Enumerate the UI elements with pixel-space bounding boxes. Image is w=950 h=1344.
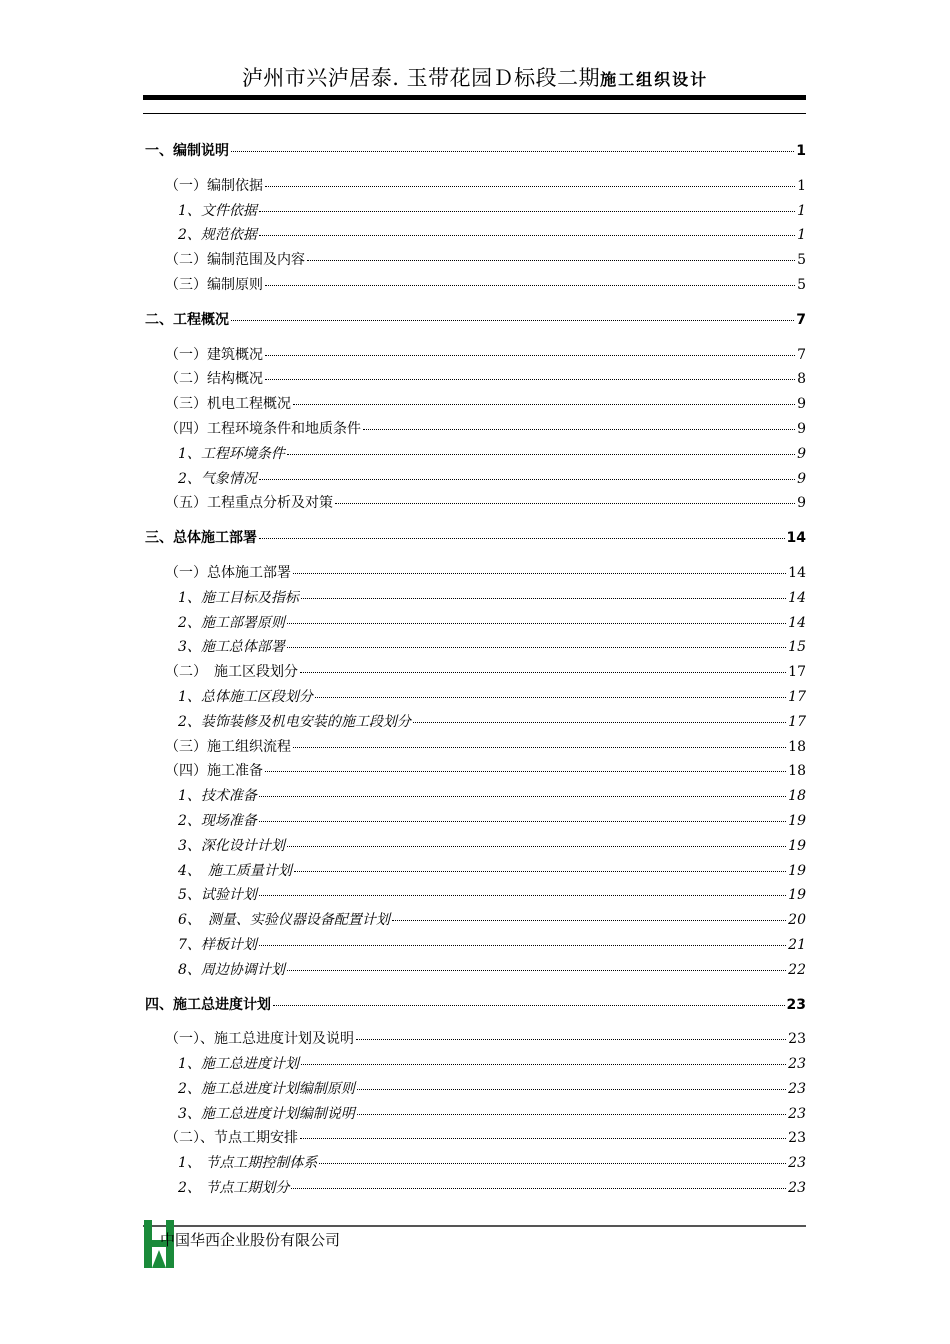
toc-entry[interactable] bbox=[143, 175, 806, 200]
toc-entry[interactable] bbox=[143, 785, 806, 810]
header-rule-thick bbox=[143, 95, 806, 100]
toc-entry[interactable] bbox=[143, 934, 806, 959]
toc-entry[interactable] bbox=[143, 309, 806, 334]
toc-entry[interactable] bbox=[143, 418, 806, 443]
toc-leader-dots bbox=[357, 1114, 786, 1115]
toc-page-number: 18 bbox=[788, 738, 806, 755]
toc-leader-dots bbox=[287, 647, 786, 648]
toc-entry-label: 1、文件依据 bbox=[178, 202, 257, 219]
toc-page-number: 19 bbox=[788, 812, 806, 829]
toc-leader-dots bbox=[259, 235, 795, 236]
toc-entry[interactable] bbox=[143, 468, 806, 493]
toc-entry-label: （三）编制原则 bbox=[165, 276, 263, 293]
toc-entry-label: 2、现场准备 bbox=[178, 812, 257, 829]
toc-entry-label: （一）建筑概况 bbox=[165, 346, 263, 363]
page-header-title bbox=[0, 62, 950, 92]
toc-page-number: 23 bbox=[788, 1031, 806, 1048]
toc-page-number: 9 bbox=[797, 470, 806, 487]
toc-page-number: 9 bbox=[797, 495, 806, 512]
toc-leader-dots bbox=[259, 538, 785, 539]
toc-entry-label: 8、周边协调计划 bbox=[178, 961, 285, 978]
toc-entry[interactable] bbox=[143, 224, 806, 249]
toc-entry[interactable] bbox=[143, 810, 806, 835]
toc-entry-label: 2、气象情况 bbox=[178, 470, 257, 487]
toc-page-number: 17 bbox=[788, 713, 806, 730]
toc-entry[interactable] bbox=[143, 686, 806, 711]
toc-entry-label: 2、规范依据 bbox=[178, 227, 257, 244]
toc-entry[interactable] bbox=[143, 527, 806, 552]
toc-entry[interactable] bbox=[143, 249, 806, 274]
toc-leader-dots bbox=[273, 1005, 785, 1006]
toc-entry-label: （三）机电工程概况 bbox=[165, 396, 291, 413]
toc-leader-dots bbox=[259, 211, 795, 212]
toc-entry[interactable] bbox=[143, 860, 806, 885]
toc-entry-label: （二）结构概况 bbox=[165, 371, 263, 388]
toc-entry[interactable] bbox=[143, 587, 806, 612]
toc-leader-dots bbox=[287, 846, 786, 847]
toc-entry-label: 1、 节点工期控制体系 bbox=[178, 1155, 318, 1172]
toc-entry-label: 2、施工总进度计划编制原则 bbox=[178, 1080, 355, 1097]
toc-entry-label: 7、样板计划 bbox=[178, 936, 257, 953]
toc-entry-label: 2、 节点工期划分 bbox=[178, 1180, 290, 1197]
toc-entry[interactable] bbox=[143, 760, 806, 785]
toc-entry[interactable] bbox=[143, 368, 806, 393]
toc-page-number: 17 bbox=[788, 688, 806, 705]
toc-entry[interactable] bbox=[143, 274, 806, 299]
toc-page-number: 23 bbox=[788, 1180, 806, 1197]
toc-page-number: 5 bbox=[797, 276, 806, 293]
toc-entry-label: （二） 施工区段划分 bbox=[165, 664, 298, 681]
toc-leader-dots bbox=[265, 379, 795, 380]
toc-leader-dots bbox=[301, 1064, 786, 1065]
toc-leader-dots bbox=[287, 970, 786, 971]
toc-entry[interactable] bbox=[143, 909, 806, 934]
toc-entry[interactable] bbox=[143, 835, 806, 860]
toc-entry[interactable] bbox=[143, 200, 806, 225]
toc-page-number: 23 bbox=[786, 996, 806, 1013]
toc-page-number: 7 bbox=[796, 311, 806, 328]
toc-leader-dots bbox=[319, 1163, 786, 1164]
toc-page-number: 8 bbox=[797, 371, 806, 388]
toc-leader-dots bbox=[357, 1089, 786, 1090]
toc-leader-dots bbox=[363, 429, 795, 430]
toc-entry[interactable] bbox=[143, 140, 806, 165]
toc-page-number: 23 bbox=[788, 1155, 806, 1172]
toc-entry-label: 5、试验计划 bbox=[178, 887, 257, 904]
toc-entry-label: 4、 施工质量计划 bbox=[178, 862, 292, 879]
toc-leader-dots bbox=[293, 747, 786, 748]
toc-entry-label: （四）施工准备 bbox=[165, 763, 263, 780]
toc-page-number: 14 bbox=[788, 564, 806, 581]
toc-page-number: 9 bbox=[797, 420, 806, 437]
table-of-contents bbox=[143, 140, 806, 1202]
toc-entry[interactable] bbox=[143, 562, 806, 587]
toc-leader-dots bbox=[265, 186, 795, 187]
toc-entry[interactable] bbox=[143, 1028, 806, 1053]
toc-leader-dots bbox=[259, 821, 786, 822]
toc-entry-label: 四、施工总进度计划 bbox=[145, 996, 271, 1013]
toc-entry-label: （一）、施工总进度计划及说明 bbox=[165, 1031, 354, 1048]
toc-page-number: 1 bbox=[796, 143, 806, 159]
toc-leader-dots bbox=[294, 871, 786, 872]
footer-company-name: 中国华西企业股份有限公司 bbox=[160, 1231, 341, 1249]
toc-entry-label: （二）、节点工期安排 bbox=[165, 1130, 298, 1147]
toc-page-number: 23 bbox=[788, 1056, 806, 1073]
toc-entry-label: 一、编制说明 bbox=[145, 143, 229, 159]
toc-entry-label: （二）编制范围及内容 bbox=[165, 252, 305, 269]
toc-leader-dots bbox=[293, 573, 786, 574]
toc-page-number: 18 bbox=[788, 788, 806, 805]
toc-leader-dots bbox=[231, 151, 794, 152]
toc-page-number: 23 bbox=[788, 1080, 806, 1097]
toc-page-number: 20 bbox=[788, 912, 806, 929]
toc-entry-label: 1、工程环境条件 bbox=[178, 445, 285, 462]
toc-entry-label: 二、工程概况 bbox=[145, 311, 229, 328]
toc-entry-label: 2、施工部署原则 bbox=[178, 614, 285, 631]
toc-entry[interactable] bbox=[143, 1103, 806, 1128]
toc-page-number: 9 bbox=[797, 396, 806, 413]
toc-page-number: 1 bbox=[797, 202, 806, 219]
toc-leader-dots bbox=[300, 672, 786, 673]
toc-leader-dots bbox=[300, 1138, 786, 1139]
toc-entry[interactable] bbox=[143, 959, 806, 984]
toc-page-number: 7 bbox=[797, 346, 806, 363]
toc-leader-dots bbox=[315, 697, 786, 698]
toc-leader-dots bbox=[287, 623, 786, 624]
toc-page-number: 14 bbox=[786, 530, 806, 547]
toc-leader-dots bbox=[392, 920, 786, 921]
toc-entry-label: （一）总体施工部署 bbox=[165, 564, 291, 581]
toc-entry[interactable] bbox=[143, 344, 806, 369]
toc-entry[interactable] bbox=[143, 612, 806, 637]
header-title-main: 泸州市兴泸居泰. 玉带花园Ｄ标段二期 bbox=[241, 66, 601, 90]
toc-page-number: 23 bbox=[788, 1130, 806, 1147]
toc-entry-label: 3、深化设计计划 bbox=[178, 837, 285, 854]
toc-page-number: 19 bbox=[788, 837, 806, 854]
toc-entry-label: （一）编制依据 bbox=[165, 177, 263, 194]
toc-entry-label: 1、技术准备 bbox=[178, 788, 257, 805]
toc-leader-dots bbox=[307, 260, 795, 261]
toc-page-number: 21 bbox=[788, 936, 806, 953]
toc-entry-label: 三、总体施工部署 bbox=[145, 530, 257, 547]
toc-leader-dots bbox=[259, 796, 786, 797]
toc-entry-label: 2、装饰装修及机电安装的施工段划分 bbox=[178, 713, 411, 730]
toc-entry-label: 3、施工总体部署 bbox=[178, 639, 285, 656]
toc-page-number: 19 bbox=[788, 887, 806, 904]
toc-leader-dots bbox=[259, 895, 786, 896]
toc-leader-dots bbox=[265, 285, 795, 286]
toc-entry[interactable] bbox=[143, 636, 806, 661]
toc-entry-label: 1、施工目标及指标 bbox=[178, 589, 299, 606]
toc-page-number: 1 bbox=[797, 177, 806, 194]
toc-leader-dots bbox=[293, 404, 795, 405]
toc-entry[interactable] bbox=[143, 994, 806, 1019]
toc-entry-label: （四）工程环境条件和地质条件 bbox=[165, 420, 361, 437]
toc-leader-dots bbox=[356, 1039, 786, 1040]
toc-entry-label: （五）工程重点分析及对策 bbox=[165, 495, 333, 512]
toc-entry[interactable] bbox=[143, 443, 806, 468]
toc-page-number: 22 bbox=[788, 961, 806, 978]
toc-entry-label: 1、施工总进度计划 bbox=[178, 1056, 299, 1073]
toc-entry[interactable] bbox=[143, 1127, 806, 1152]
toc-leader-dots bbox=[259, 479, 795, 480]
toc-leader-dots bbox=[265, 771, 786, 772]
toc-entry[interactable] bbox=[143, 1152, 806, 1177]
toc-page-number: 18 bbox=[788, 763, 806, 780]
footer-rule bbox=[143, 1225, 806, 1227]
toc-entry[interactable] bbox=[143, 736, 806, 761]
toc-leader-dots bbox=[231, 320, 794, 321]
toc-entry-label: （三）施工组织流程 bbox=[165, 738, 291, 755]
toc-page-number: 23 bbox=[788, 1105, 806, 1122]
toc-leader-dots bbox=[287, 454, 795, 455]
toc-entry-label: 3、施工总进度计划编制说明 bbox=[178, 1105, 355, 1122]
toc-leader-dots bbox=[335, 503, 795, 504]
toc-entry[interactable] bbox=[143, 1078, 806, 1103]
toc-entry[interactable] bbox=[143, 1177, 806, 1202]
toc-leader-dots bbox=[301, 598, 786, 599]
toc-page-number: 9 bbox=[797, 445, 806, 462]
toc-entry-label: 1、总体施工区段划分 bbox=[178, 688, 313, 705]
toc-page-number: 5 bbox=[797, 252, 806, 269]
toc-entry[interactable] bbox=[143, 884, 806, 909]
toc-entry[interactable] bbox=[143, 1053, 806, 1078]
toc-leader-dots bbox=[259, 945, 786, 946]
toc-page-number: 15 bbox=[788, 639, 806, 656]
toc-page-number: 19 bbox=[788, 862, 806, 879]
toc-leader-dots bbox=[265, 355, 795, 356]
toc-entry-label: 6、 测量、实验仪器设备配置计划 bbox=[178, 912, 390, 929]
toc-leader-dots bbox=[413, 722, 786, 723]
toc-page-number: 1 bbox=[797, 227, 806, 244]
header-title-bold: 施工组织设计 bbox=[600, 70, 709, 89]
toc-page-number: 14 bbox=[788, 614, 806, 631]
toc-entry[interactable] bbox=[143, 492, 806, 517]
header-rule-thin bbox=[143, 113, 806, 114]
toc-entry[interactable] bbox=[143, 393, 806, 418]
toc-entry[interactable] bbox=[143, 711, 806, 736]
toc-page-number: 17 bbox=[788, 664, 806, 681]
toc-leader-dots bbox=[291, 1188, 786, 1189]
toc-entry[interactable] bbox=[143, 661, 806, 686]
toc-page-number: 14 bbox=[788, 589, 806, 606]
